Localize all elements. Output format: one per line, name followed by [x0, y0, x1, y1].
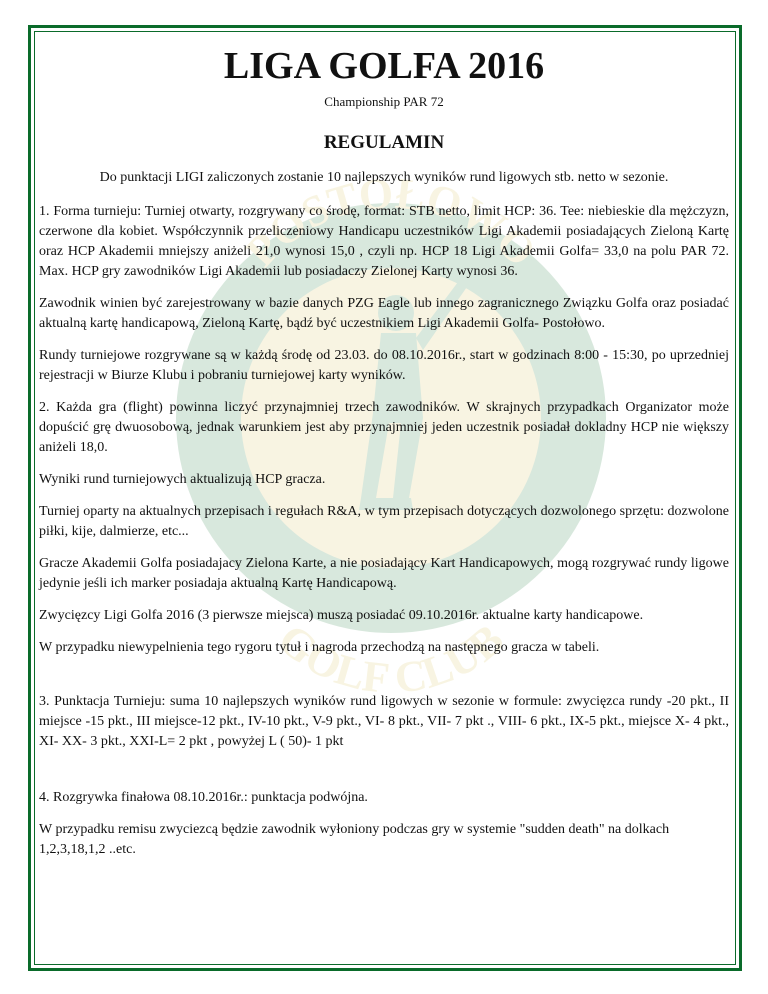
- document-subtitle: Championship PAR 72: [324, 94, 444, 109]
- paragraph-rules: Turniej oparty na aktualnych przepisach i regułach R&A, w tym przepisach dotyczących dozwolonego sprzętu: dozwolone piłki, kije, dalmierze, etc...: [39, 504, 729, 539]
- paragraph-winners: Zwycięzcy Ligi Golfa 2016 (3 pierwsze miejsca) muszą posiadać 09.10.2016r. aktualne karty handicapowe.: [39, 608, 644, 623]
- document-body: [39, 38, 729, 872]
- paragraph-rounds: Rundy turniejowe rozgrywane są w każdą środę od 23.03. do 08.10.2016r., start w godzinach 8:00 - 15:30, po uprzedniej rejestracji w Biurze Klubu i pobraniu turniejowej karty wyników.: [39, 348, 729, 383]
- logo-top-text: POSTOŁOWO: [235, 168, 546, 276]
- paragraph-green-card: Gracze Akademii Golfa posiadajacy Zielona Karte, a nie posiadający Kart Handicapowych, mogą rozgrywać rundy ligowe jedynie jeśli ich marker posiadaja aktualną Kartę Handicapową.: [39, 556, 729, 591]
- document-title: LIGA GOLFA 2016: [223, 45, 545, 87]
- page-border: [28, 25, 742, 971]
- paragraph-tiebreak: W przypadku remisu zwyciezcą będzie zawodnik wyłoniony podczas gry w systemie "sudden death" na dolkach 1,2,3,18,1,2 ..etc.: [39, 822, 670, 857]
- section-heading: REGULAMIN: [323, 132, 445, 153]
- paragraph-tournament-form: 1. Forma turnieju: Turniej otwarty, rozgrywany co środę, format: STB netto, limit HCP: 36. Tee: niebieskie dla mężczyzn, czerwone dla kobiet. Współczynnik przeliczeniowy Handicapu uczestników Ligi Akademii posiadających Zieloną Kartę oraz HCP Akademii mniejszy aniżeli 21,0 wynosi 15,0 , czyli np. HCP 18 Ligi Akademii Golfa= 33,0 na polu PAR 72. Max. HCP gry zawodników Ligi Akademii lub posiadaczy Zielonej Karty wynosi 36.: [39, 204, 729, 279]
- paragraph-registration: Zawodnik winien być zarejestrowany w bazie danych PZG Eagle lub innego zagranicznego Związku Golfa oraz posiadać aktualną kartę handicapową, Zieloną Kartę, bądź być uczestnikiem Ligi Akademii Golfa- Postołowo.: [39, 296, 729, 331]
- paragraph-flight: 2. Każda gra (flight) powinna liczyć przynajmniej trzech zawodników. W skrajnych przypadkach Organizator może dopuścić grę dwuosobową, jednak warunkiem jest aby przynajmniej jeden uczestnik posiadał dokladny HCP nie większy aniżeli 18,0.: [39, 400, 729, 455]
- paragraph-hcp-update: Wyniki rund turniejowych aktualizują HCP gracza.: [39, 472, 326, 487]
- paragraph-penalty: W przypadku niewypelnienia tego rygoru tytuł i nagroda przechodzą na następnego gracza w tabeli.: [39, 640, 600, 655]
- logo-bottom-text: GOLF CLUB: [268, 614, 513, 703]
- paragraph-scoring: 3. Punktacja Turnieju: suma 10 najlepszych wyników rund ligowych w sezonie w formule: zwycięzca rundy -20 pkt., II miejsce -15 pkt., III miejsce-12 pkt., IV-10 pkt., V-9 pkt., VI- 8 pkt., VII- 7 pkt ., VIII- 6 pkt., IX-5 pkt., miejsce X- 4 pkt., XI- XX- 3 pkt., XXI-L= 2 pkt , powyżej L ( 50)- 1 pkt: [39, 694, 729, 749]
- paragraph-final: 4. Rozgrywka finałowa 08.10.2016r.: punktacja podwójna.: [39, 790, 368, 805]
- paragraph-intro: Do punktacji LIGI zaliczonych zostanie 10 najlepszych wyników rund ligowych stb. netto w sezonie.: [99, 170, 669, 185]
